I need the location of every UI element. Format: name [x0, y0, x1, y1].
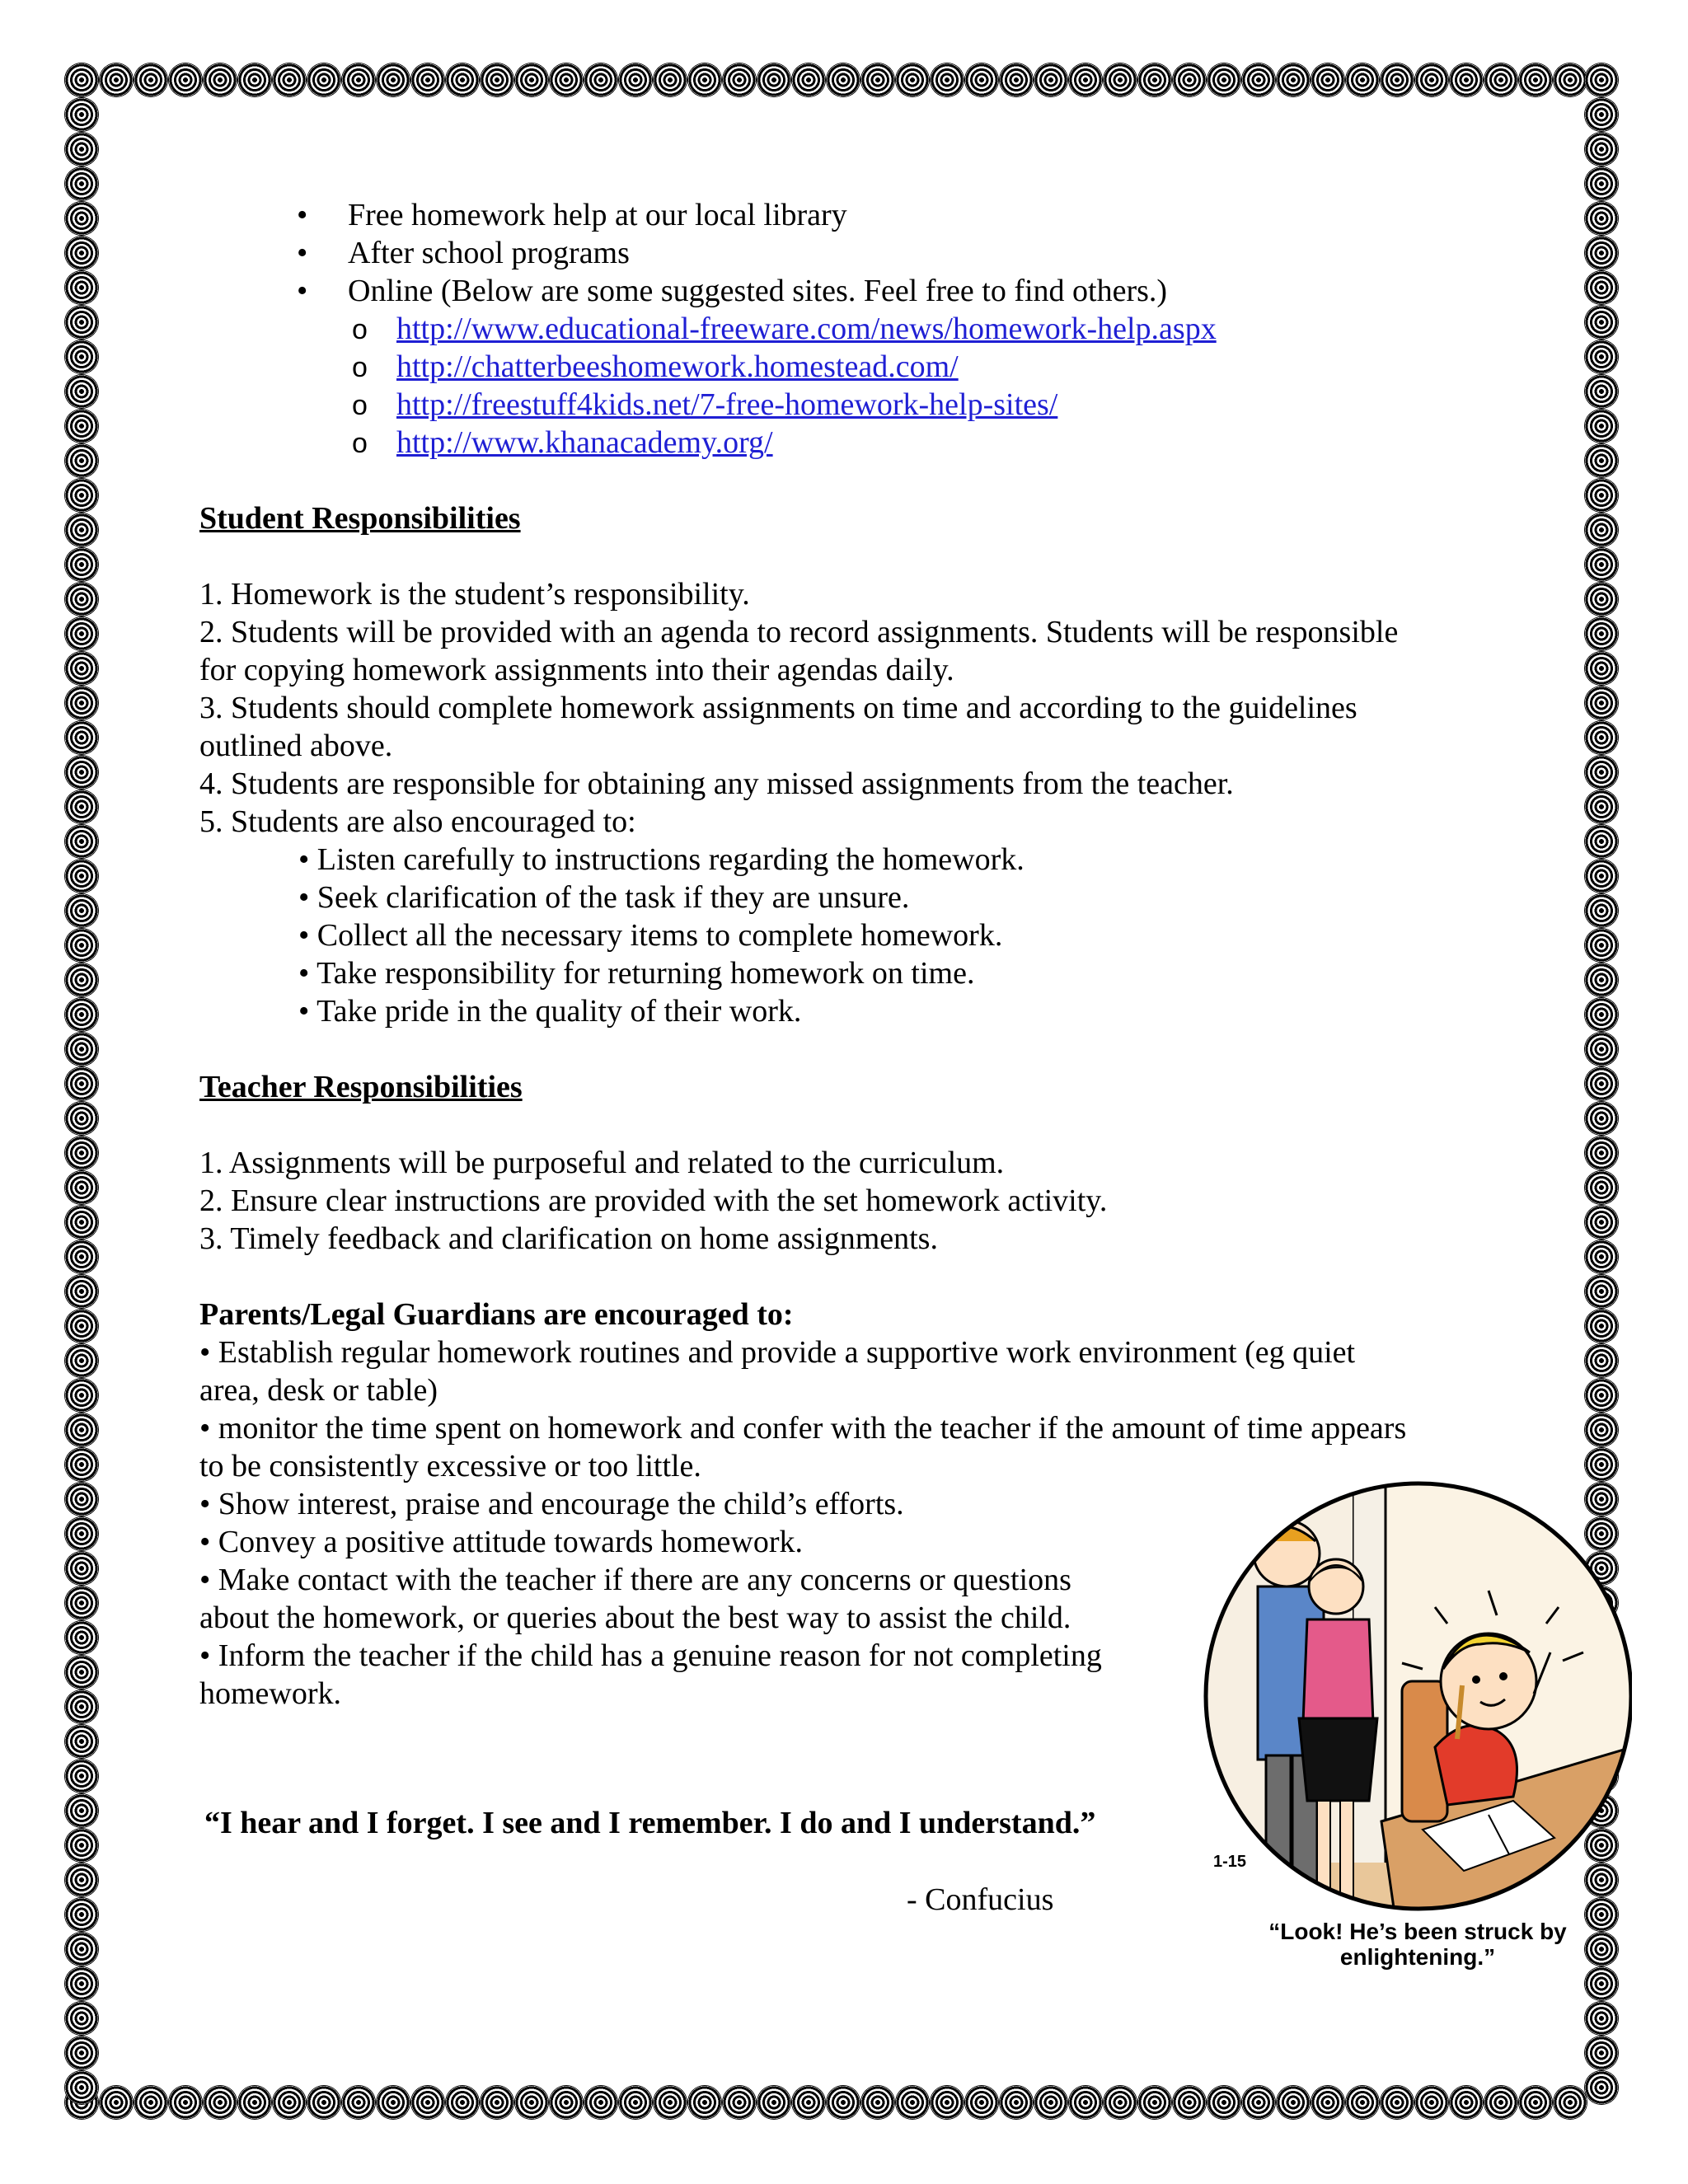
border-spiral	[65, 1552, 98, 1585]
border-spiral	[1585, 340, 1618, 373]
border-spiral	[65, 2002, 98, 2035]
caption-line: enlightening.”	[1339, 1944, 1496, 1970]
border-spiral	[65, 513, 98, 546]
border-spiral	[1450, 63, 1483, 96]
border-spiral	[238, 2086, 271, 2119]
border-spiral	[515, 2086, 548, 2119]
border-spiral	[481, 2086, 513, 2119]
border-spiral	[169, 2086, 202, 2119]
parents-line: • Establish regular homework routines and provide a supportive work environment (eg quiet	[199, 1335, 1356, 1370]
border-spiral	[931, 2086, 964, 2119]
border-spiral	[1585, 513, 1618, 546]
encouraged-item: • Collect all the necessary items to complete homework.	[298, 918, 1003, 953]
border-spiral	[1069, 2086, 1102, 2119]
border-spiral	[861, 63, 894, 96]
resource-item: • Online (Below are some suggested sites. Feel free to find others.)	[297, 274, 1168, 308]
border-spiral	[931, 63, 964, 96]
border-spiral	[1585, 1206, 1618, 1239]
border-spiral	[65, 1171, 98, 1204]
link-item: o http://www.educational-freeware.com/news/homework-help.aspx	[352, 312, 1217, 346]
border-spiral	[1554, 2086, 1587, 2119]
border-spiral	[1585, 1240, 1618, 1273]
border-spiral	[1415, 63, 1448, 96]
border-spiral	[1311, 2086, 1344, 2119]
border-spiral	[792, 2086, 825, 2119]
border-spiral	[65, 1898, 98, 1931]
border-spiral	[65, 479, 98, 512]
border-spiral	[1207, 2086, 1240, 2119]
border-spiral	[1104, 63, 1137, 96]
border-spiral	[273, 2086, 306, 2119]
border-spiral	[65, 687, 98, 719]
encouraged-item: • Take pride in the quality of their work.	[298, 994, 802, 1029]
border-spiral	[65, 1033, 98, 1066]
border-spiral	[1585, 1413, 1618, 1446]
border-spiral	[65, 133, 98, 166]
border-spiral	[65, 1448, 98, 1481]
confucius-quote: “I hear and I forget. I see and I remember. I do and I understand.”	[204, 1806, 1096, 1840]
border-spiral	[584, 2086, 617, 2119]
border-spiral	[1585, 1379, 1618, 1412]
parents-line: • monitor the time spent on homework and confer with the teacher if the amount of time appears	[199, 1411, 1407, 1446]
border-spiral	[1585, 790, 1618, 823]
border-spiral	[1554, 63, 1587, 96]
border-spiral	[584, 63, 617, 96]
homework-help-link[interactable]: http://freestuff4kids.net/7-free-homework-help-sites/	[396, 387, 1058, 422]
border-spiral	[1585, 444, 1618, 477]
homework-help-link[interactable]: http://www.educational-freeware.com/news/homework-help.aspx	[396, 312, 1217, 346]
border-spiral	[65, 963, 98, 996]
parents-line: • Show interest, praise and encourage the child’s efforts.	[199, 1487, 904, 1521]
border-spiral	[65, 167, 98, 200]
border-spiral	[1585, 756, 1618, 789]
border-spiral	[1346, 63, 1379, 96]
border-spiral	[1585, 1171, 1618, 1204]
link-item: o http://chatterbeeshomework.homestead.com/	[352, 349, 959, 384]
border-spiral	[1585, 548, 1618, 581]
border-spiral	[65, 98, 98, 131]
border-spiral	[1585, 2036, 1618, 2069]
parents-line: • Make contact with the teacher if there are any concerns or questions	[199, 1563, 1071, 1597]
parents-line: • Convey a positive attitude towards homework.	[199, 1525, 804, 1559]
border-spiral	[1585, 687, 1618, 719]
parents-line: about the homework, or queries about the best way to assist the child.	[199, 1601, 1071, 1635]
border-spiral	[1585, 202, 1618, 235]
homework-help-link[interactable]: http://www.khanacademy.org/	[396, 425, 773, 460]
parents-line: • Inform the teacher if the child has a genuine reason for not completing	[199, 1638, 1102, 1673]
homework-help-link[interactable]: http://chatterbeeshomework.homestead.com/	[396, 349, 959, 384]
border-spiral	[65, 756, 98, 789]
border-spiral	[65, 825, 98, 858]
border-spiral	[65, 1379, 98, 1412]
border-spiral	[65, 1725, 98, 1758]
border-spiral	[688, 2086, 721, 2119]
border-spiral	[965, 63, 998, 96]
border-spiral	[1585, 306, 1618, 339]
border-spiral	[1585, 2002, 1618, 2035]
border-spiral	[965, 2086, 998, 2119]
border-spiral	[1585, 1102, 1618, 1135]
border-spiral	[1381, 2086, 1414, 2119]
border-spiral	[411, 2086, 444, 2119]
border-spiral	[654, 2086, 687, 2119]
border-spiral	[1138, 63, 1171, 96]
border-spiral	[1585, 617, 1618, 650]
border-spiral	[1585, 963, 1618, 996]
border-spiral	[861, 2086, 894, 2119]
border-spiral	[65, 1517, 98, 1550]
border-spiral	[1585, 98, 1618, 131]
border-spiral	[65, 1240, 98, 1273]
border-spiral	[481, 63, 513, 96]
border-spiral	[1585, 237, 1618, 269]
border-spiral	[65, 237, 98, 269]
border-spiral	[1242, 2086, 1275, 2119]
border-left	[64, 63, 101, 2121]
border-spiral	[827, 2086, 860, 2119]
encouraged-item: • Listen carefully to instructions regarding the homework.	[298, 842, 1025, 877]
teacher-line: 2. Ensure clear instructions are provided with the set homework activity.	[199, 1183, 1108, 1218]
border-spiral	[1585, 1033, 1618, 1066]
border-spiral	[1034, 2086, 1067, 2119]
border-spiral	[1585, 583, 1618, 616]
border-spiral	[1585, 63, 1618, 96]
border-spiral	[65, 1067, 98, 1100]
student-line: 2. Students will be provided with an agenda to record assignments. Students will be responsible	[199, 615, 1399, 649]
border-spiral	[342, 63, 375, 96]
border-spiral	[65, 1863, 98, 1896]
border-spiral	[688, 63, 721, 96]
border-spiral	[827, 63, 860, 96]
link-item: o http://www.khanacademy.org/	[352, 425, 773, 460]
border-spiral	[1585, 1067, 1618, 1100]
resource-item: • Free homework help at our local library	[297, 198, 847, 232]
border-spiral	[1519, 2086, 1552, 2119]
student-line: outlined above.	[199, 729, 393, 763]
resource-item: • After school programs	[297, 236, 630, 270]
encouraged-item: • Take responsibility for returning homework on time.	[298, 956, 975, 991]
border-spiral	[65, 2071, 98, 2104]
border-spiral	[65, 306, 98, 339]
border-spiral	[1242, 63, 1275, 96]
border-spiral	[204, 63, 237, 96]
border-spiral	[65, 375, 98, 408]
border-spiral	[757, 2086, 790, 2119]
border-spiral	[238, 63, 271, 96]
border-spiral	[1585, 860, 1618, 893]
border-spiral	[1585, 929, 1618, 962]
border-spiral	[65, 1310, 98, 1343]
border-spiral	[515, 63, 548, 96]
border-spiral	[1585, 133, 1618, 166]
border-spiral	[1585, 1310, 1618, 1343]
parents-line: homework.	[199, 1676, 342, 1711]
border-spiral	[1173, 63, 1206, 96]
border-spiral	[1585, 271, 1618, 304]
border-spiral	[377, 2086, 410, 2119]
border-spiral	[1484, 63, 1517, 96]
border-spiral	[1415, 2086, 1448, 2119]
encouraged-item: • Seek clarification of the task if they are unsure.	[298, 880, 910, 915]
border-spiral	[65, 1102, 98, 1135]
student-line: for copying homework assignments into their agendas daily.	[199, 653, 954, 687]
border-spiral	[65, 1829, 98, 1862]
border-spiral	[1519, 63, 1552, 96]
border-spiral	[619, 63, 652, 96]
caption-line: “Look! He’s been struck by	[1268, 1919, 1567, 1944]
border-spiral	[65, 271, 98, 304]
border-spiral	[1277, 2086, 1310, 2119]
border-spiral	[792, 63, 825, 96]
border-bottom	[64, 2085, 1620, 2121]
teacher-heading: Teacher Responsibilities	[199, 1070, 523, 1104]
border-spiral	[65, 1137, 98, 1169]
border-spiral	[134, 2086, 167, 2119]
border-spiral	[1585, 894, 1618, 927]
cartoon-panel-number: 1-15	[1213, 1853, 1247, 1871]
border-spiral	[1138, 2086, 1171, 2119]
border-spiral	[1585, 998, 1618, 1031]
border-spiral	[1585, 2071, 1618, 2104]
border-spiral	[65, 1413, 98, 1446]
border-spiral	[1585, 410, 1618, 443]
parents-line: area, desk or table)	[199, 1373, 438, 1408]
border-spiral	[65, 721, 98, 754]
border-spiral	[65, 1483, 98, 1516]
border-spiral	[65, 860, 98, 893]
border-spiral	[1585, 1137, 1618, 1169]
border-spiral	[757, 63, 790, 96]
border-spiral	[65, 63, 98, 96]
quote-attribution: - Confucius	[907, 1882, 1054, 1917]
border-spiral	[65, 790, 98, 823]
border-spiral	[896, 63, 929, 96]
border-spiral	[65, 1586, 98, 1619]
border-spiral	[1585, 167, 1618, 200]
cartoon-caption	[1236, 1919, 1599, 1970]
border-spiral	[65, 1206, 98, 1239]
border-spiral	[550, 2086, 583, 2119]
border-spiral	[1585, 1344, 1618, 1377]
border-spiral	[65, 1275, 98, 1308]
border-spiral	[307, 2086, 340, 2119]
border-spiral	[169, 63, 202, 96]
student-line: 1. Homework is the student’s responsibility.	[199, 577, 750, 612]
parents-line: to be consistently excessive or too little.	[199, 1449, 701, 1483]
border-spiral	[65, 1794, 98, 1827]
border-spiral	[65, 2036, 98, 2069]
teacher-line: 3. Timely feedback and clarification on home assignments.	[199, 1221, 938, 1256]
border-spiral	[65, 1967, 98, 2000]
border-spiral	[1173, 2086, 1206, 2119]
border-spiral	[896, 2086, 929, 2119]
border-spiral	[307, 63, 340, 96]
student-line: 4. Students are responsible for obtaining any missed assignments from the teacher.	[199, 766, 1234, 801]
border-spiral	[1104, 2086, 1137, 2119]
border-spiral	[723, 2086, 756, 2119]
border-spiral	[1484, 2086, 1517, 2119]
border-spiral	[100, 2086, 133, 2119]
border-spiral	[411, 63, 444, 96]
border-spiral	[1585, 721, 1618, 754]
border-spiral	[65, 1933, 98, 1966]
border-spiral	[1034, 63, 1067, 96]
border-spiral	[1311, 63, 1344, 96]
border-spiral	[65, 1656, 98, 1689]
border-spiral	[1000, 63, 1033, 96]
border-spiral	[65, 444, 98, 477]
border-spiral	[342, 2086, 375, 2119]
border-spiral	[1346, 2086, 1379, 2119]
border-spiral	[723, 63, 756, 96]
border-spiral	[65, 652, 98, 685]
border-spiral	[65, 894, 98, 927]
border-spiral	[619, 2086, 652, 2119]
border-spiral	[65, 998, 98, 1031]
parents-heading: Parents/Legal Guardians are encouraged to:	[199, 1297, 794, 1332]
cartoon-illustration	[1200, 1475, 1632, 1978]
border-spiral	[65, 1344, 98, 1377]
border-spiral	[654, 63, 687, 96]
border-spiral	[1277, 63, 1310, 96]
border-spiral	[446, 2086, 479, 2119]
link-item: o http://freestuff4kids.net/7-free-homework-help-sites/	[352, 387, 1058, 422]
border-spiral	[446, 63, 479, 96]
border-spiral	[65, 202, 98, 235]
student-line: 3. Students should complete homework assignments on time and according to the guidelines	[199, 691, 1357, 725]
border-spiral	[1069, 63, 1102, 96]
border-spiral	[1381, 63, 1414, 96]
border-top	[64, 63, 1620, 99]
border-spiral	[204, 2086, 237, 2119]
border-spiral	[377, 63, 410, 96]
border-spiral	[65, 1690, 98, 1723]
teacher-line: 1. Assignments will be purposeful and related to the curriculum.	[199, 1146, 1005, 1180]
border-spiral	[1207, 63, 1240, 96]
border-spiral	[65, 1760, 98, 1793]
border-spiral	[1450, 2086, 1483, 2119]
border-spiral	[134, 63, 167, 96]
border-spiral	[65, 410, 98, 443]
border-spiral	[1585, 1275, 1618, 1308]
border-spiral	[1585, 479, 1618, 512]
border-spiral	[65, 548, 98, 581]
student-line: 5. Students are also encouraged to:	[199, 804, 636, 839]
border-spiral	[550, 63, 583, 96]
border-spiral	[1585, 652, 1618, 685]
border-spiral	[65, 583, 98, 616]
border-spiral	[65, 929, 98, 962]
border-spiral	[65, 340, 98, 373]
border-spiral	[65, 617, 98, 650]
student-heading: Student Responsibilities	[199, 501, 521, 536]
border-spiral	[1585, 375, 1618, 408]
border-spiral	[1585, 825, 1618, 858]
border-spiral	[100, 63, 133, 96]
border-spiral	[1000, 2086, 1033, 2119]
border-spiral	[273, 63, 306, 96]
border-spiral	[65, 1621, 98, 1654]
